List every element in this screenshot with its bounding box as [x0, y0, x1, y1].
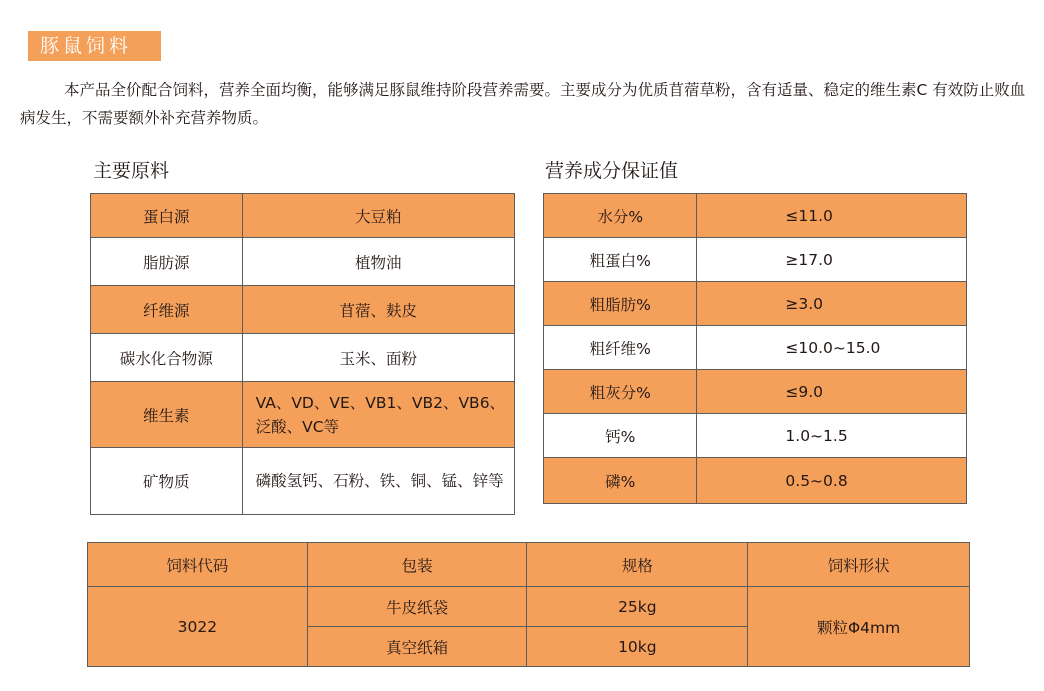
- table-row: [544, 370, 967, 414]
- ingredient-name: 矿物质: [91, 448, 243, 515]
- nutrient-value: ≤10.0~15.0: [697, 326, 967, 370]
- package-spec: 10kg: [527, 627, 748, 667]
- table-row: [544, 238, 967, 282]
- table-row: [544, 414, 967, 458]
- package-spec: 25kg: [527, 587, 748, 627]
- ingredient-value: 玉米、面粉: [242, 334, 514, 382]
- header-shape: 饲料形状: [748, 543, 970, 587]
- ingredient-value: 苜蓿、麸皮: [242, 286, 514, 334]
- intro-paragraph: 本产品全价配合饲料，营养全面均衡，能够满足豚鼠维持阶段营养需要。主要成分为优质苜蓿草粉，含有适量、稳定的维生素C 有效防止败血病发生，不需要额外补充营养物质。: [20, 81, 1026, 127]
- table-row: [91, 448, 515, 515]
- ingredient-value: 磷酸氢钙、石粉、铁、铜、锰、锌等: [242, 448, 514, 515]
- package-type: 真空纸箱: [307, 627, 527, 667]
- ingredient-value: VA、VD、VE、VB1、VB2、VB6、泛酸、VC等: [242, 382, 514, 448]
- header-package: 包装: [307, 543, 527, 587]
- nutrient-name: 粗灰分%: [544, 370, 697, 414]
- ingredient-value: 植物油: [242, 238, 514, 286]
- nutrient-value: ≤11.0: [697, 194, 967, 238]
- nutrition-table: [543, 193, 967, 504]
- feed-code: 3022: [88, 587, 308, 667]
- section-title-badge: 豚鼠饲料: [28, 31, 161, 61]
- table-row: [91, 334, 515, 382]
- table-row: [91, 286, 515, 334]
- table-row: [544, 282, 967, 326]
- table-row: [91, 238, 515, 286]
- nutrient-name: 粗脂肪%: [544, 282, 697, 326]
- table-header-row: [88, 543, 970, 587]
- ingredients-table: [90, 193, 515, 515]
- nutrient-name: 粗蛋白%: [544, 238, 697, 282]
- feed-shape: 颗粒Φ4mm: [748, 587, 970, 667]
- nutrient-value: 1.0~1.5: [697, 414, 967, 458]
- header-code: 饲料代码: [88, 543, 308, 587]
- nutrient-value: ≤9.0: [697, 370, 967, 414]
- nutrient-value: ≥17.0: [697, 238, 967, 282]
- nutrient-value: ≥3.0: [697, 282, 967, 326]
- ingredient-name: 蛋白源: [91, 194, 243, 238]
- table-row: [88, 587, 970, 627]
- nutrient-value: 0.5~0.8: [697, 458, 967, 504]
- ingredient-name: 碳水化合物源: [91, 334, 243, 382]
- table-row: [544, 326, 967, 370]
- table-row: [544, 194, 967, 238]
- header-spec: 规格: [527, 543, 748, 587]
- nutrition-title: 营养成分保证值: [545, 160, 679, 182]
- ingredient-name: 维生素: [91, 382, 243, 448]
- table-row: [91, 194, 515, 238]
- ingredient-name: 脂肪源: [91, 238, 243, 286]
- ingredient-value: 大豆粕: [242, 194, 514, 238]
- nutrient-name: 钙%: [544, 414, 697, 458]
- ingredients-title: 主要原料: [93, 160, 170, 182]
- table-row: [91, 382, 515, 448]
- table-row: [544, 458, 967, 504]
- nutrient-name: 磷%: [544, 458, 697, 504]
- ingredient-name: 纤维源: [91, 286, 243, 334]
- package-type: 牛皮纸袋: [307, 587, 527, 627]
- nutrient-name: 水分%: [544, 194, 697, 238]
- nutrient-name: 粗纤维%: [544, 326, 697, 370]
- product-table: [87, 542, 970, 667]
